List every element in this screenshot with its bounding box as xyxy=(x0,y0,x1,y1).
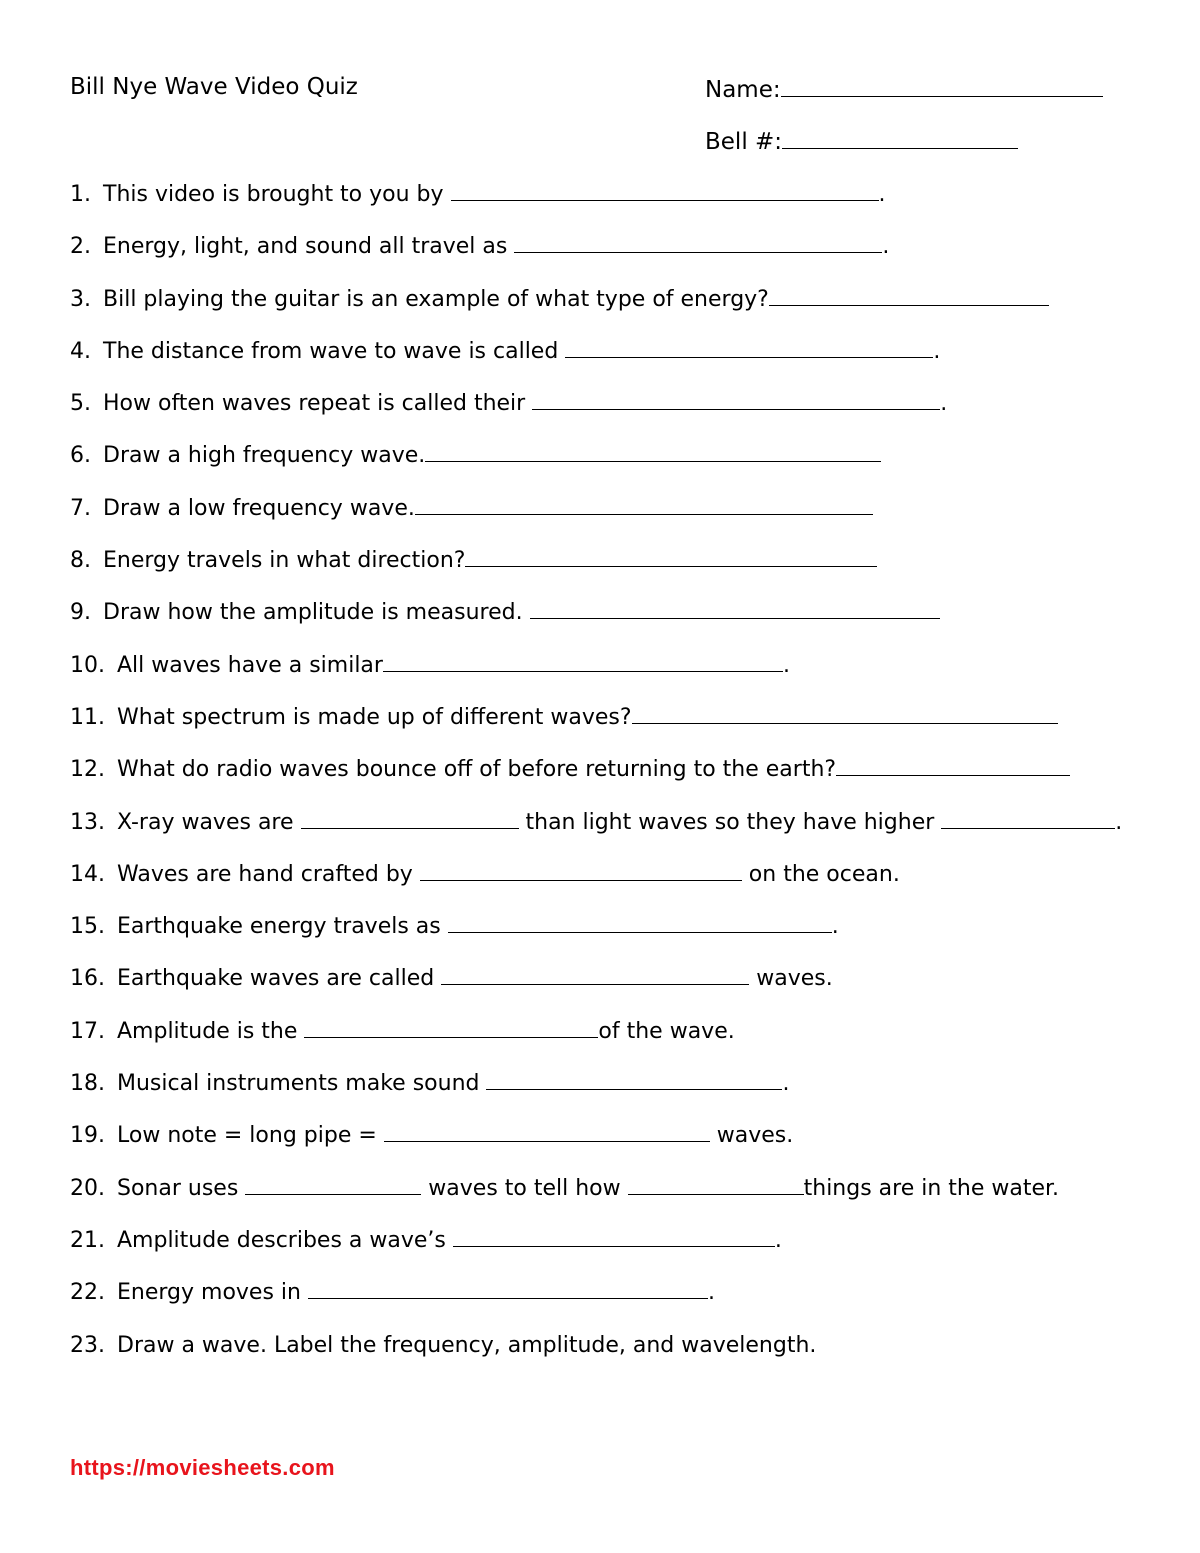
answer-blank[interactable] xyxy=(836,754,1070,776)
answer-blank[interactable] xyxy=(308,1277,708,1299)
question-text: Energy, light, and sound all travel as xyxy=(103,234,515,260)
answer-blank[interactable] xyxy=(532,388,940,410)
source-url[interactable]: https://moviesheets.com xyxy=(70,1455,335,1480)
question-number: 15. xyxy=(70,914,105,940)
question-text: Amplitude describes a wave’s xyxy=(117,1227,453,1253)
question-number: 21. xyxy=(70,1227,105,1253)
question-text: Waves are hand crafted by xyxy=(117,861,420,887)
question-text: Bill playing the guitar is an example of what type of energy? xyxy=(103,286,769,312)
question-12 xyxy=(70,753,1180,805)
question-14 xyxy=(70,858,1180,910)
question-21 xyxy=(70,1224,1180,1276)
question-text: Draw how the amplitude is measured. xyxy=(103,600,530,626)
question-18 xyxy=(70,1067,1180,1119)
question-text: waves to tell how xyxy=(421,1175,628,1201)
question-text: . xyxy=(774,1227,782,1253)
question-text: . xyxy=(933,338,941,364)
question-number: 20. xyxy=(70,1175,105,1201)
question-5 xyxy=(70,387,1180,439)
question-text: Draw a low frequency wave. xyxy=(103,495,415,521)
question-text: than light waves so they have higher xyxy=(518,809,942,835)
question-text: Earthquake waves are called xyxy=(117,966,442,992)
question-text: waves. xyxy=(749,966,833,992)
question-1 xyxy=(70,178,1180,230)
question-number: 10. xyxy=(70,652,105,678)
answer-blank[interactable] xyxy=(415,493,873,515)
answer-blank[interactable] xyxy=(565,336,933,358)
question-text: . xyxy=(940,391,948,417)
name-label: Name: xyxy=(705,76,781,103)
bell-label: Bell #: xyxy=(705,128,783,155)
answer-blank[interactable] xyxy=(420,859,742,881)
question-23 xyxy=(70,1329,1180,1381)
question-10 xyxy=(70,649,1180,701)
answer-blank[interactable] xyxy=(383,650,783,672)
question-13 xyxy=(70,806,1180,858)
question-number: 5. xyxy=(70,391,91,417)
question-7 xyxy=(70,492,1180,544)
answer-blank[interactable] xyxy=(632,702,1058,724)
question-number: 12. xyxy=(70,757,105,783)
question-number: 7. xyxy=(70,495,91,521)
question-text: Sonar uses xyxy=(117,1175,246,1201)
answer-blank[interactable] xyxy=(941,807,1115,829)
answer-blank[interactable] xyxy=(628,1173,804,1195)
question-number: 2. xyxy=(70,234,91,260)
question-text: What do radio waves bounce off of before returning to the earth? xyxy=(117,757,837,783)
question-text: . xyxy=(782,1071,790,1097)
question-text: waves. xyxy=(709,1123,794,1149)
question-text: Energy moves in xyxy=(117,1280,308,1306)
bell-blank[interactable] xyxy=(782,126,1018,149)
question-text: Amplitude is the xyxy=(117,1018,305,1044)
page-title: Bill Nye Wave Video Quiz xyxy=(70,74,358,100)
bell-field[interactable] xyxy=(705,126,1018,155)
question-number: 16. xyxy=(70,966,105,992)
question-16 xyxy=(70,962,1180,1014)
question-text: Energy travels in what direction? xyxy=(103,548,466,574)
answer-blank[interactable] xyxy=(451,179,879,201)
question-6 xyxy=(70,439,1180,491)
question-number: 6. xyxy=(70,443,91,469)
question-19 xyxy=(70,1119,1180,1171)
question-text: . xyxy=(707,1280,715,1306)
question-22 xyxy=(70,1276,1180,1328)
question-text: Low note = long pipe = xyxy=(117,1123,384,1149)
answer-blank[interactable] xyxy=(245,1173,421,1195)
question-number: 22. xyxy=(70,1280,105,1306)
question-4 xyxy=(70,335,1180,387)
question-list xyxy=(70,178,1180,1381)
question-number: 14. xyxy=(70,861,105,887)
question-number: 11. xyxy=(70,704,105,730)
question-text: What spectrum is made up of different waves? xyxy=(117,704,632,730)
question-9 xyxy=(70,596,1180,648)
question-number: 18. xyxy=(70,1071,105,1097)
question-text: Draw a wave. Label the frequency, amplitude, and wavelength. xyxy=(117,1332,817,1358)
question-text: X-ray waves are xyxy=(117,809,301,835)
answer-blank[interactable] xyxy=(448,911,832,933)
question-number: 13. xyxy=(70,809,105,835)
question-8 xyxy=(70,544,1180,596)
name-field[interactable] xyxy=(705,74,1103,103)
answer-blank[interactable] xyxy=(384,1120,710,1142)
question-17 xyxy=(70,1015,1180,1067)
answer-blank[interactable] xyxy=(304,1016,598,1038)
question-text: All waves have a similar xyxy=(117,652,383,678)
answer-blank[interactable] xyxy=(769,284,1049,306)
answer-blank[interactable] xyxy=(486,1068,782,1090)
answer-blank[interactable] xyxy=(514,231,882,253)
question-number: 17. xyxy=(70,1018,105,1044)
question-number: 3. xyxy=(70,286,91,312)
question-number: 1. xyxy=(70,182,91,207)
question-text: How often waves repeat is called their xyxy=(103,391,533,417)
question-text: Earthquake energy travels as xyxy=(117,914,448,940)
name-blank[interactable] xyxy=(781,74,1103,97)
question-number: 9. xyxy=(70,600,91,626)
answer-blank[interactable] xyxy=(453,1225,775,1247)
question-text: . xyxy=(882,234,890,260)
question-number: 8. xyxy=(70,548,91,574)
answer-blank[interactable] xyxy=(465,545,877,567)
question-text: This video is brought to you by xyxy=(103,182,451,207)
answer-blank[interactable] xyxy=(441,964,749,986)
question-2 xyxy=(70,230,1180,282)
question-number: 19. xyxy=(70,1123,105,1149)
question-text: Draw a high frequency wave. xyxy=(103,443,426,469)
answer-blank[interactable] xyxy=(301,807,519,829)
answer-blank[interactable] xyxy=(530,597,940,619)
question-text: on the ocean. xyxy=(741,861,900,887)
question-text: . xyxy=(782,652,790,678)
question-20 xyxy=(70,1172,1180,1224)
question-text: of the wave. xyxy=(598,1018,735,1044)
question-number: 23. xyxy=(70,1332,105,1358)
question-3 xyxy=(70,283,1180,335)
question-text: . xyxy=(831,914,839,940)
question-15 xyxy=(70,910,1180,962)
answer-blank[interactable] xyxy=(425,441,881,463)
question-number: 4. xyxy=(70,338,91,364)
question-text: Musical instruments make sound xyxy=(117,1071,487,1097)
question-11 xyxy=(70,701,1180,753)
question-text: . xyxy=(878,182,886,207)
question-text: things are in the water. xyxy=(803,1175,1060,1201)
question-text: . xyxy=(1115,809,1123,835)
question-text: The distance from wave to wave is called xyxy=(103,338,566,364)
